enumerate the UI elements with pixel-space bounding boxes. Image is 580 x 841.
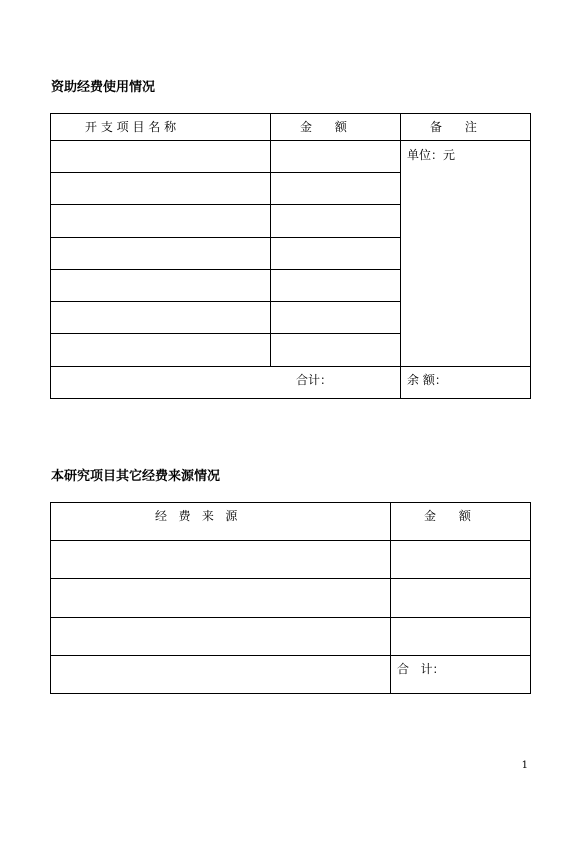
section-title-other-funding: 本研究项目其它经费来源情况 [51, 469, 221, 484]
col-divider-amount-remark [400, 113, 401, 399]
row-divider [50, 655, 531, 656]
total-row-divider [50, 366, 531, 367]
row-divider [50, 269, 401, 270]
row-divider [50, 333, 401, 334]
row-divider [50, 204, 401, 205]
other-funding-table-border [50, 502, 531, 694]
header-funding-source: 经 费 来 源 [155, 509, 238, 523]
page-number: 1 [521, 760, 528, 771]
row-divider [50, 617, 531, 618]
section-title-funding-usage: 资助经费使用情况 [51, 80, 156, 95]
balance-label: 余 额： [407, 373, 447, 387]
row-divider [50, 237, 401, 238]
row-divider [50, 301, 401, 302]
total-label: 合计： [296, 373, 333, 387]
header-amount: 金 额 [300, 120, 347, 134]
header-amount: 金 额 [424, 509, 471, 523]
funding-usage-table-border [50, 113, 531, 399]
row-divider [50, 172, 401, 173]
header-remark: 备 注 [430, 120, 477, 134]
header-row-divider [50, 140, 531, 141]
col-divider-source-amount [390, 502, 391, 694]
col-divider-item-amount [270, 113, 271, 367]
unit-note: 单位：元 [407, 148, 456, 162]
row-divider [50, 578, 531, 579]
header-item-name: 开 支 项 目 名 称 [85, 120, 177, 134]
total-label: 合 计： [397, 662, 445, 676]
header-row-divider [50, 540, 531, 541]
